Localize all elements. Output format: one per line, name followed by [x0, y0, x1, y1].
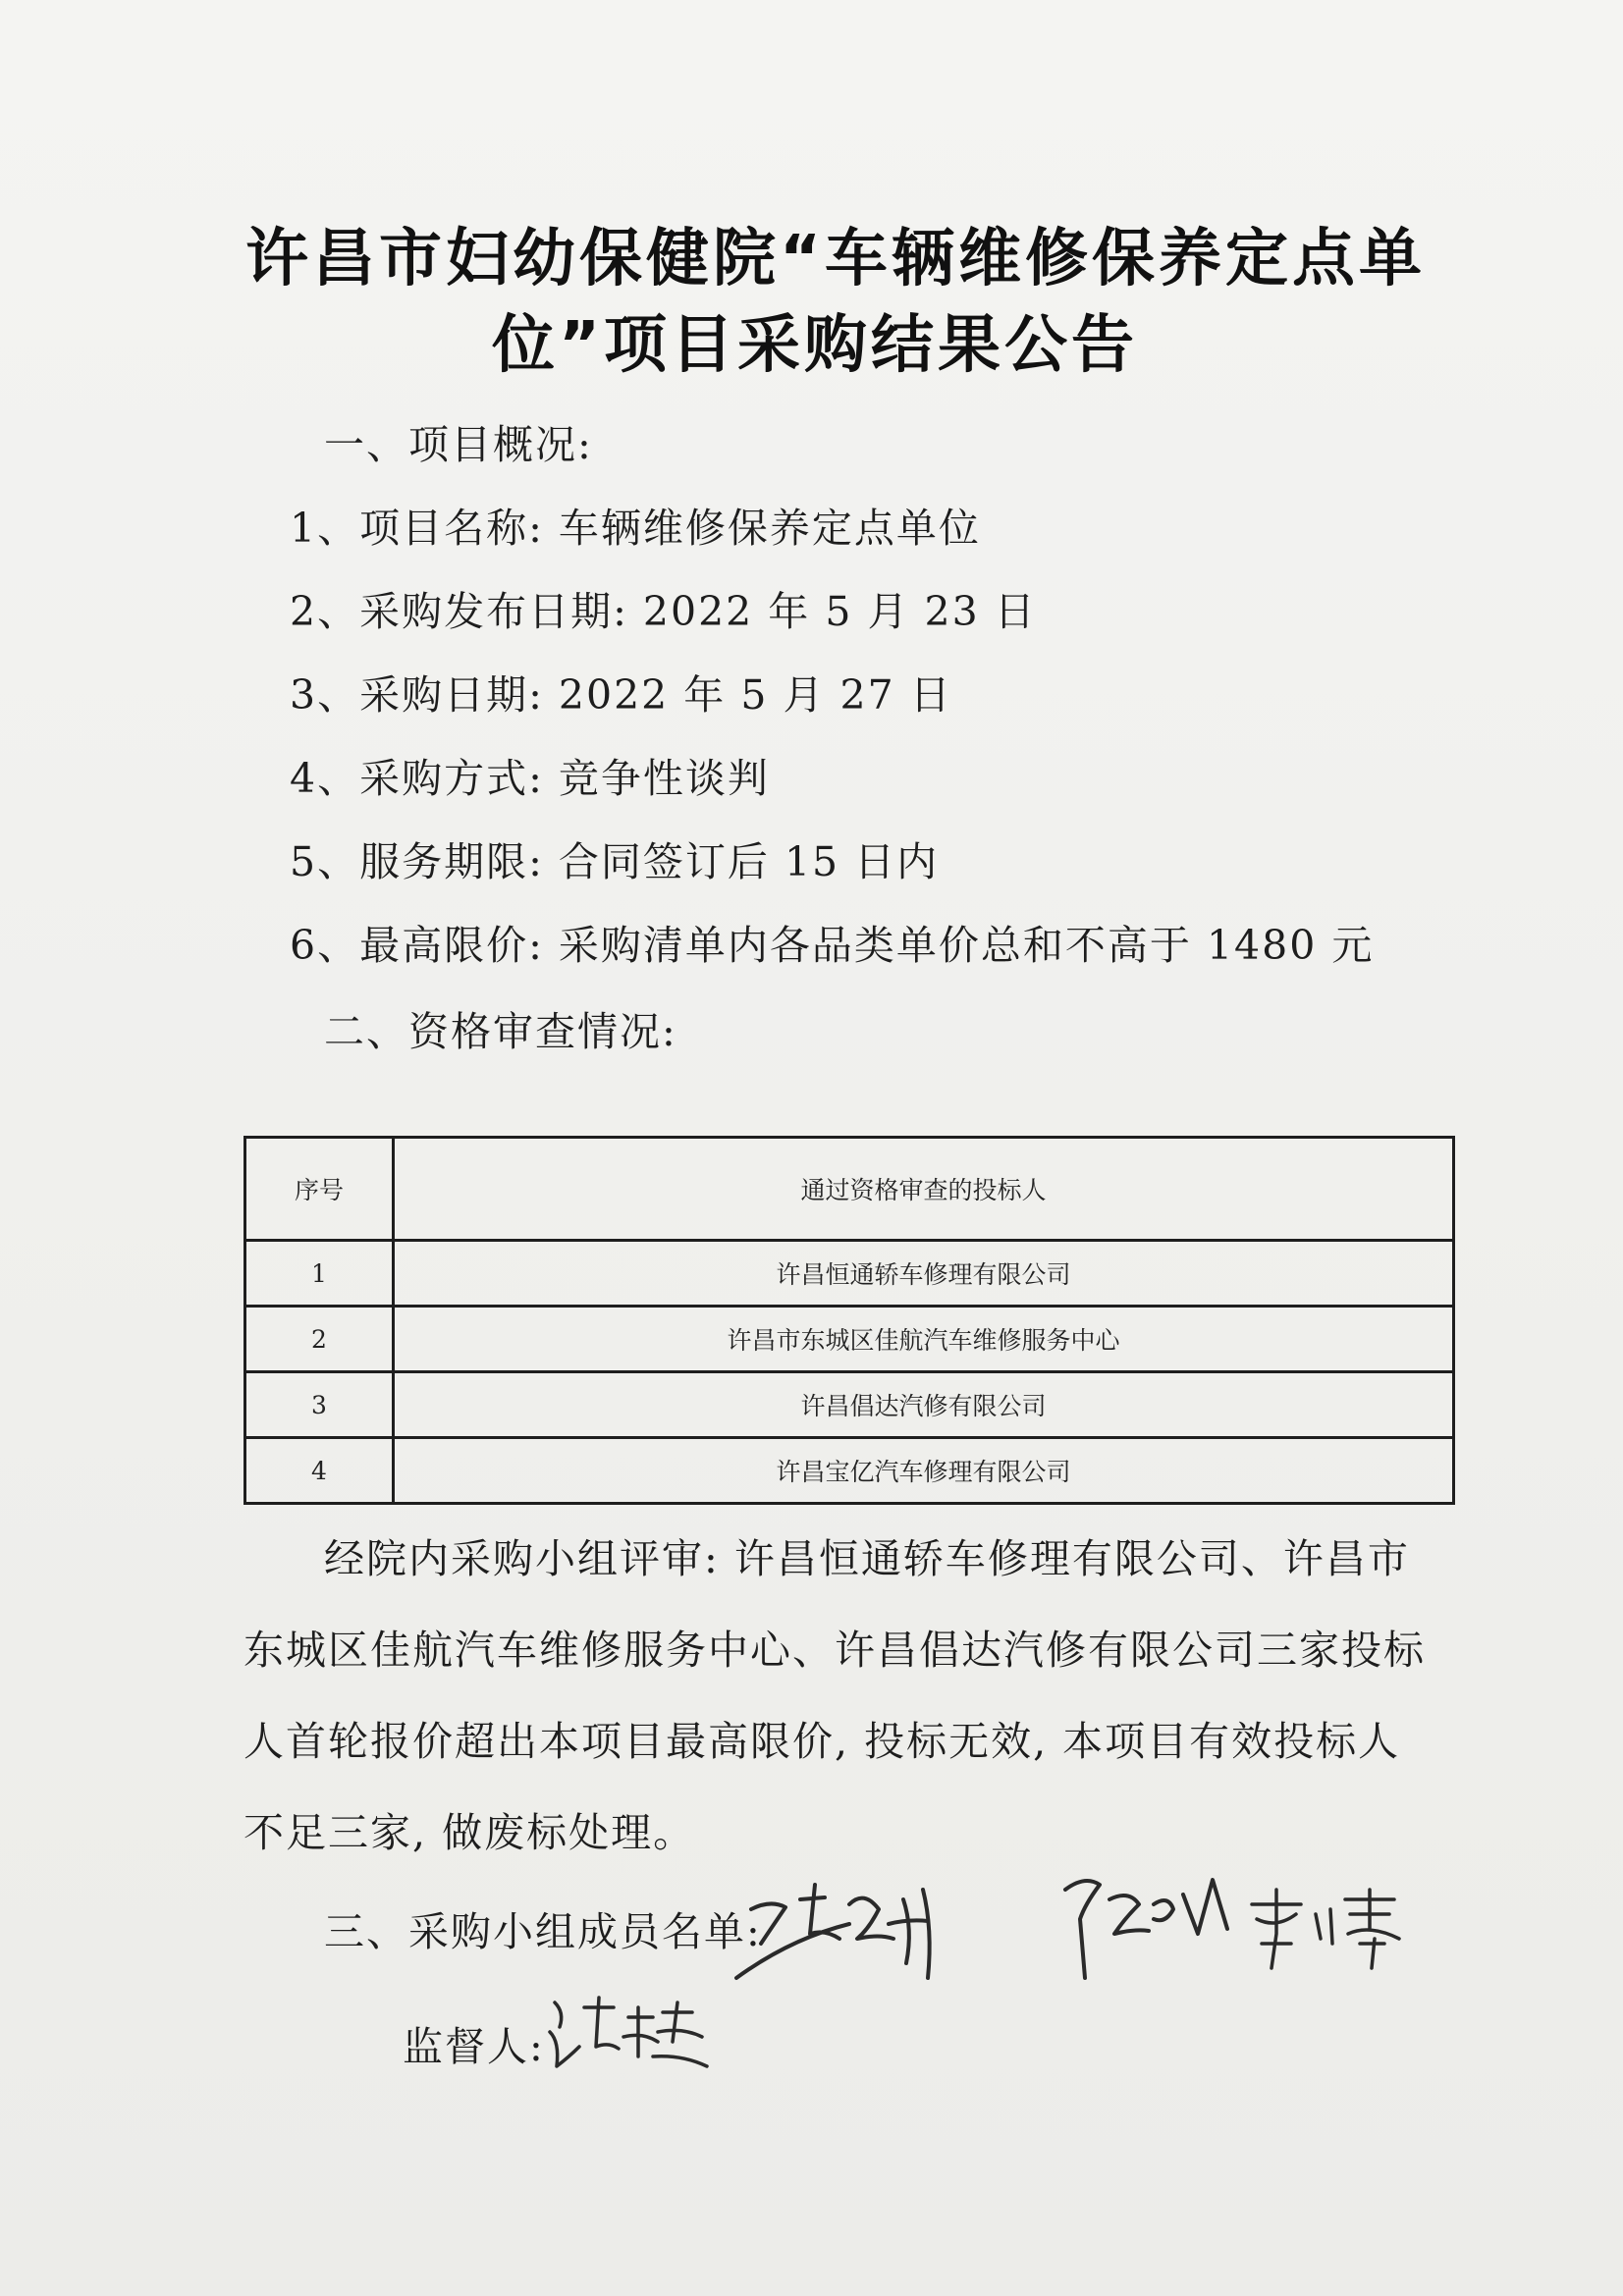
- table-cell-number: 3: [245, 1372, 394, 1438]
- table-cell-number: 2: [245, 1307, 394, 1372]
- section-heading-members: 三、采购小组成员名单:: [324, 1908, 762, 1955]
- table-header-number: 序号: [245, 1138, 394, 1241]
- overview-item-procurement-method: 4、采购方式: 竞争性谈判: [290, 755, 770, 802]
- result-paragraph-line-2: 东城区佳航汽车维修服务中心、许昌倡达汽修有限公司三家投标: [243, 1627, 1426, 1674]
- table-cell-number: 1: [245, 1241, 394, 1307]
- document-title-line-2: 位”项目采购结果公告: [491, 309, 1139, 382]
- overview-item-price-cap: 6、最高限价: 采购清单内各品类单价总和不高于 1480 元: [290, 922, 1375, 969]
- member-signature-1: [731, 1870, 987, 1998]
- supervisor-label: 监督人:: [403, 2023, 545, 2070]
- supervisor-signature: [545, 1988, 712, 2076]
- result-paragraph-line-1: 经院内采购小组评审: 许昌恒通轿车修理有限公司、许昌市: [324, 1535, 1410, 1582]
- table-row: [245, 1438, 1454, 1504]
- table-row: [245, 1241, 1454, 1307]
- section-heading-overview: 一、项目概况:: [324, 421, 593, 468]
- section-heading-qualification: 二、资格审查情况:: [324, 1008, 677, 1055]
- table-cell-number: 4: [245, 1438, 394, 1504]
- member-signature-2: [1055, 1860, 1232, 1998]
- table-cell-bidder: 许昌恒通轿车修理有限公司: [394, 1241, 1454, 1307]
- table-row: [245, 1372, 1454, 1438]
- overview-item-service-period: 5、服务期限: 合同签订后 15 日内: [290, 838, 940, 885]
- table-cell-bidder: 许昌宝亿汽车修理有限公司: [394, 1438, 1454, 1504]
- result-paragraph-line-4: 不足三家, 做废标处理。: [243, 1809, 696, 1856]
- table-row: [245, 1307, 1454, 1372]
- table-header-row: [245, 1138, 1454, 1241]
- overview-item-project-name: 1、项目名称: 车辆维修保养定点单位: [290, 505, 981, 552]
- qualification-table: [243, 1136, 1455, 1505]
- table-cell-bidder: 许昌倡达汽修有限公司: [394, 1372, 1454, 1438]
- table-header-bidder: 通过资格审查的投标人: [394, 1138, 1454, 1241]
- overview-item-publish-date: 2、采购发布日期: 2022 年 5 月 23 日: [290, 588, 1037, 635]
- table-cell-bidder: 许昌市东城区佳航汽车维修服务中心: [394, 1307, 1454, 1372]
- document-title-line-1: 许昌市妇幼保健院“车辆维修保养定点单: [245, 223, 1427, 295]
- member-signature-3: [1242, 1885, 1409, 1973]
- result-paragraph-line-3: 人首轮报价超出本项目最高限价, 投标无效, 本项目有效投标人: [243, 1718, 1401, 1765]
- overview-item-procurement-date: 3、采购日期: 2022 年 5 月 27 日: [290, 671, 952, 719]
